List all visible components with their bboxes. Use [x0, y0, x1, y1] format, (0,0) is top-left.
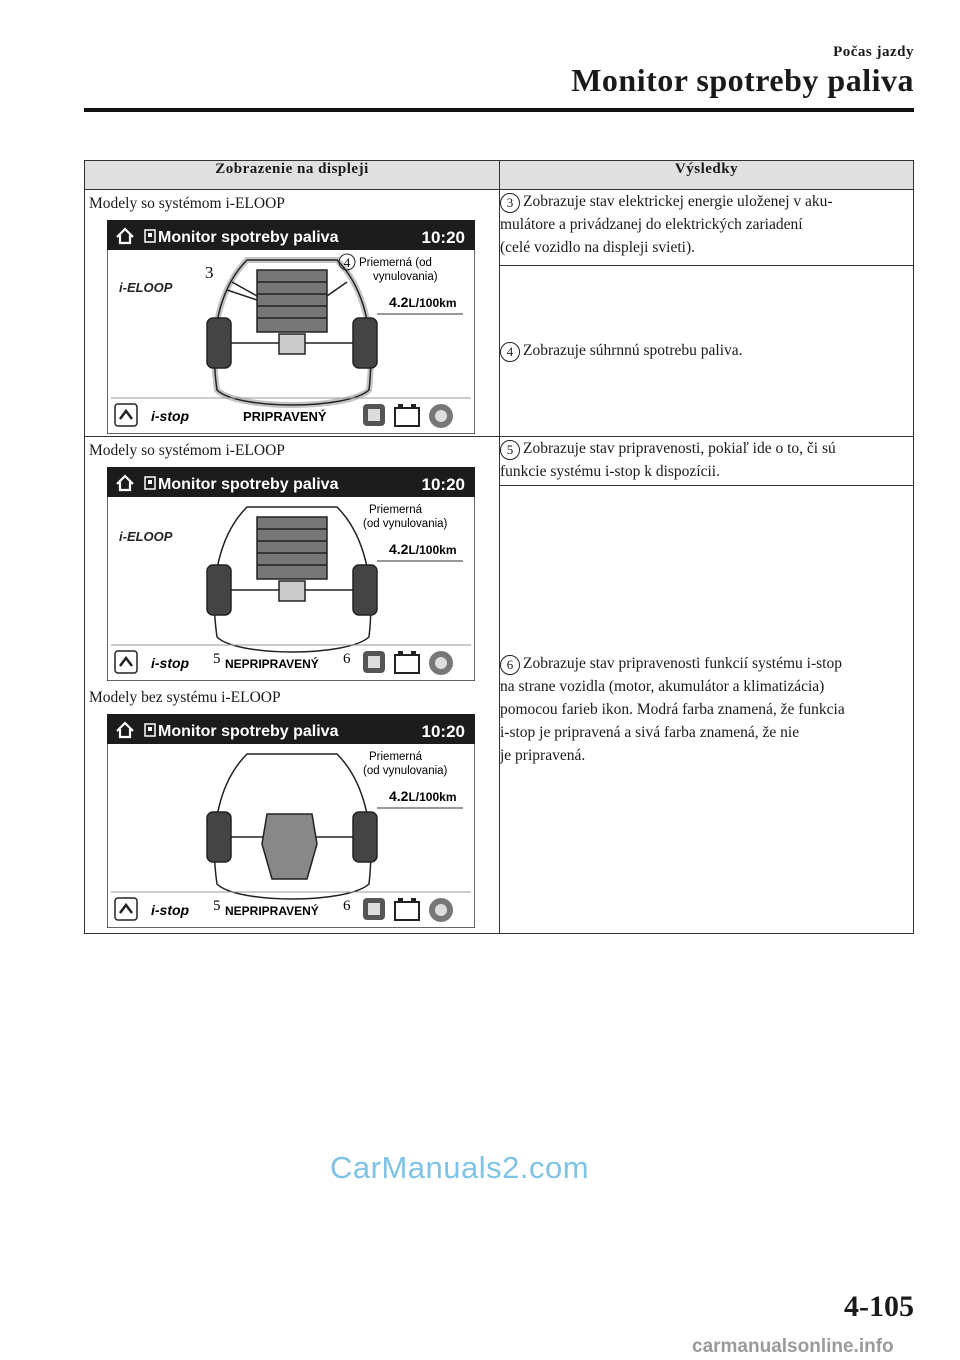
- row-label: Modely bez systému i-ELOOP: [89, 689, 281, 706]
- result-text: i-stop je pripravená a sivá farba znamená, že nie: [500, 724, 800, 742]
- callout-number: 6: [500, 655, 520, 675]
- col-header-display: Zobrazenie na displeji: [85, 161, 500, 190]
- result-text: Zobrazuje stav pripravenosti, pokiaľ ide o to, či sú: [523, 440, 836, 457]
- clock: 10:20: [421, 475, 465, 494]
- back-button[interactable]: [115, 651, 137, 673]
- eloop-label: i-ELOOP: [119, 529, 173, 544]
- callout-6: 6: [343, 651, 351, 667]
- istop-status: PRIPRAVENÝ: [243, 409, 327, 424]
- result-text: Zobrazuje súhrnnú spotrebu paliva.: [523, 342, 743, 360]
- table-header-row: [85, 161, 914, 190]
- callout-3: 3: [205, 263, 214, 282]
- result-text: Zobrazuje stav pripravenosti funkcií systému i-stop: [523, 655, 842, 673]
- average-label-line1: Priemerná (od: [359, 257, 432, 269]
- fuel-value: 4.2L/100km: [389, 788, 457, 804]
- back-button[interactable]: [115, 404, 137, 426]
- callout-4: 4: [343, 255, 351, 270]
- clock: 10:20: [421, 722, 465, 741]
- average-label-line2: (od vynulovania): [363, 765, 448, 777]
- fuel-monitor-screen-1: [107, 220, 475, 434]
- engine-icon: [363, 898, 385, 920]
- row-label: Modely so systémom i-ELOOP: [89, 442, 285, 459]
- istop-status: NEPRIPRAVENÝ: [225, 904, 319, 918]
- page-title: Monitor spotreby paliva: [571, 62, 914, 98]
- eloop-label: i-ELOOP: [119, 280, 173, 295]
- page-number: 4-105: [844, 1290, 914, 1323]
- average-label-line2: (od vynulovania): [363, 518, 448, 530]
- average-label-line2: vynulovania): [373, 271, 438, 283]
- watermark: CarManuals2.com: [330, 1150, 590, 1185]
- result-cell-6: [500, 486, 914, 934]
- callout-6: 6: [343, 898, 351, 914]
- section-subtitle: Počas jazdy: [833, 44, 914, 60]
- climate-icon: [429, 651, 453, 675]
- istop-label: i-stop: [151, 408, 190, 424]
- row-label: Modely so systémom i-ELOOP: [89, 195, 285, 212]
- result-text: (celé vozidlo na displeji svieti).: [500, 239, 695, 256]
- result-cell-3: [500, 190, 914, 266]
- clock: 10:20: [421, 228, 465, 247]
- fuel-monitor-screen-2: [107, 467, 475, 681]
- climate-icon: [429, 898, 453, 922]
- col-header-results: Výsledky: [500, 161, 914, 190]
- callout-number: 4: [500, 342, 520, 362]
- fuel-monitor-screen-3: [107, 714, 475, 928]
- back-button[interactable]: [115, 898, 137, 920]
- display-cell-1: [85, 190, 500, 437]
- result-text: pomocou farieb ikon. Modrá farba znamená, že funkcia: [500, 701, 845, 719]
- callout-number: 5: [500, 440, 520, 460]
- callout-number: 3: [500, 193, 520, 213]
- footer-watermark: carmanualsonline.info: [692, 1336, 894, 1357]
- istop-label: i-stop: [151, 655, 190, 671]
- average-label-line1: Priemerná: [369, 504, 423, 516]
- istop-label: i-stop: [151, 902, 190, 918]
- screen-title: Monitor spotreby paliva: [158, 476, 339, 493]
- istop-status: NEPRIPRAVENÝ: [225, 657, 319, 671]
- table-row: [85, 437, 914, 486]
- table-row: [85, 190, 914, 266]
- engine-icon: [363, 651, 385, 673]
- screen-title: Monitor spotreby paliva: [158, 229, 339, 246]
- result-text: mulátore a privádzanej do elektrických zariadení: [500, 216, 803, 233]
- header-rule: [84, 108, 914, 112]
- callout-5: 5: [213, 898, 221, 914]
- result-text: funkcie systému i-stop k dispozícii.: [500, 463, 720, 480]
- screen-title: Monitor spotreby paliva: [158, 723, 339, 740]
- result-text: Zobrazuje stav elektrickej energie uloženej v aku-: [523, 193, 833, 210]
- average-label-line1: Priemerná: [369, 751, 423, 763]
- result-text: na strane vozidla (motor, akumulátor a klimatizácia): [500, 678, 825, 696]
- engine-icon: [363, 404, 385, 426]
- result-cell-5: [500, 437, 914, 486]
- climate-icon: [429, 404, 453, 428]
- display-cell-2: [85, 437, 500, 934]
- result-cell-4: [500, 265, 914, 436]
- fuel-value: 4.2L/100km: [389, 541, 457, 557]
- results-table: [84, 160, 914, 934]
- result-text: je pripravená.: [500, 747, 586, 765]
- fuel-value: 4.2L/100km: [389, 294, 457, 310]
- callout-5: 5: [213, 651, 221, 667]
